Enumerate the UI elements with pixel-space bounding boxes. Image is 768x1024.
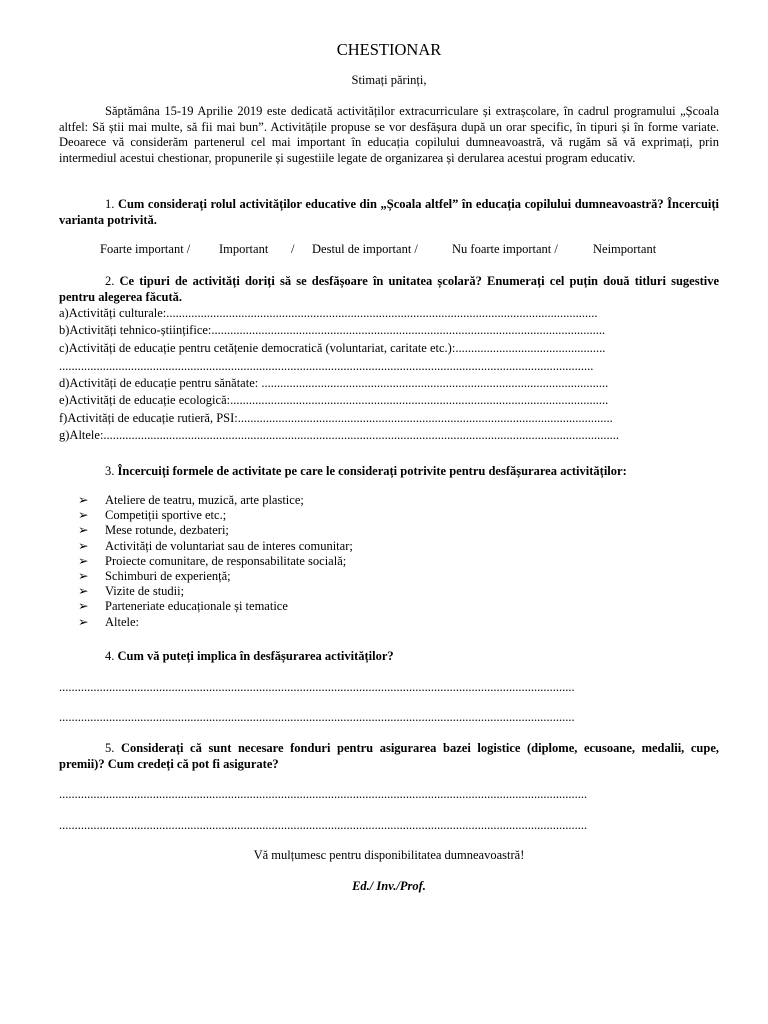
arrow-bullet-icon: ➢ <box>78 614 89 629</box>
question-1-text: Cum considerați rolul activităților educative din „Școala altfel” în educația copilului dumneavoastră? Încercuiți varianta potrivită. <box>59 197 719 227</box>
option-neimportant[interactable]: Neimportant <box>593 242 657 256</box>
question-5-text: Considerați că sunt necesare fonduri pentru asigurarea bazei logistice (diplome, ecusoane, medalii, cupe, premii)? Cum credeți că pot fi asigurate? <box>59 741 720 771</box>
list-item[interactable]: ➢ Activități de voluntariat sau de interes comunitar; <box>78 538 353 553</box>
answer-line-tehnico-stiintifice[interactable]: b)Activități tehnico-științifice:.............................................................................................................................. <box>59 323 606 337</box>
answer-line-q4-1[interactable]: ..................................................................................................................................................................... <box>59 680 575 694</box>
answer-line-cetatenie[interactable]: c)Activități de educație pentru cetățenie democratică (voluntariat, caritate etc.):................................................ <box>59 341 606 355</box>
question-5-number: 5. <box>105 741 115 755</box>
answer-line-rutiera[interactable]: f)Activități de educație rutieră, PSI:........................................................................................................................ <box>59 411 613 425</box>
question-4 <box>59 648 719 664</box>
arrow-bullet-icon: ➢ <box>78 553 89 568</box>
list-item[interactable]: ➢ Vizite de studii; <box>78 584 185 599</box>
question-1 <box>59 196 719 228</box>
arrow-bullet-icon: ➢ <box>78 584 89 599</box>
answer-line-ecologica[interactable]: e)Activități de educație ecologică:......................................................................................................................... <box>59 393 609 407</box>
question-3-text: Încercuiți formele de activitate pe care le considerați potrivite pentru desfășurarea activităților: <box>117 464 627 478</box>
question-2-number: 2. <box>105 274 115 288</box>
option-important[interactable]: Important <box>219 242 269 256</box>
question-4-text: Cum vă puteți implica în desfășurarea activităților? <box>117 649 394 663</box>
intro-paragraph: Săptămâna 15-19 Aprilie 2019 este dedicată activităților extracurriculare și extrașcolare, în cadrul programului „Școala altfel: Să știi mai multe, să fii mai bun”. Activitățile propuse se vor desfășura după un orar specific, în tipuri și în forme variate. Deoarece vă considerăm partenerul cel mai important în educația copilului dumneavoastră, vă rugăm să vă exprimați, prin intermediul acestui chestionar, propunerile și sugestiile legate de organizarea și derularea acestui program educativ. <box>59 104 719 166</box>
arrow-bullet-icon: ➢ <box>78 568 89 583</box>
arrow-bullet-icon: ➢ <box>78 523 89 538</box>
question-1-number: 1. <box>105 197 115 211</box>
activity-forms-list <box>78 493 353 630</box>
list-item[interactable]: ➢ Mese rotunde, dezbateri; <box>78 523 229 538</box>
question-1-options <box>100 242 656 257</box>
arrow-bullet-icon: ➢ <box>78 508 89 523</box>
list-item[interactable]: ➢ Competiții sportive etc.; <box>78 508 227 523</box>
answer-line-q5-1[interactable]: ......................................................................................................................................................................... <box>59 787 588 801</box>
question-2 <box>59 273 719 305</box>
question-3-number: 3. <box>105 464 115 478</box>
thanks-text: Vă mulțumesc pentru disponibilitatea dumneavoastră! <box>253 848 525 862</box>
question-3 <box>59 463 719 479</box>
question-2-text: Ce tipuri de activități doriți să se desfășoare în unitatea școlară? Enumerați cel puțin două titluri sugestive pentru alegerea făcută. <box>59 274 720 304</box>
answer-line-altele[interactable]: g)Altele:..................................................................................................................................................................... <box>59 428 620 442</box>
question-5 <box>59 740 719 772</box>
list-item[interactable]: ➢ Schimburi de experiență; <box>78 568 231 583</box>
greeting: Stimați părinți, <box>351 73 427 87</box>
arrow-bullet-icon: ➢ <box>78 538 89 553</box>
answer-line-q5-2[interactable]: ......................................................................................................................................................................... <box>59 818 588 832</box>
arrow-bullet-icon: ➢ <box>78 599 89 614</box>
option-foarte-important[interactable]: Foarte important / <box>100 242 191 256</box>
answer-line-cetatenie-continued[interactable]: ........................................................................................................................................................................... <box>59 359 594 373</box>
list-item[interactable]: ➢ Ateliere de teatru, muzică, arte plastice; <box>78 493 304 507</box>
arrow-bullet-icon: ➢ <box>78 493 89 507</box>
page-title: CHESTIONAR <box>336 40 442 59</box>
option-nu-foarte-important[interactable]: Nu foarte important / <box>452 242 558 256</box>
answer-line-q4-2[interactable]: ..................................................................................................................................................................... <box>59 710 575 724</box>
signature-line: Ed./ Inv./Prof. <box>352 879 426 893</box>
option-destul-de-important[interactable]: Destul de important / <box>312 242 418 256</box>
answer-line-sanatate[interactable]: d)Activități de educație pentru sănătate: ............................................................................................................... <box>59 376 609 390</box>
option-separator: / <box>291 242 295 256</box>
list-item[interactable]: ➢ Altele: <box>78 614 140 629</box>
list-item[interactable]: ➢ Proiecte comunitare, de responsabilitate socială; <box>78 553 347 568</box>
answer-line-cultural[interactable]: a)Activități culturale:.......................................................................................................................................... <box>59 306 598 320</box>
list-item[interactable]: ➢ Parteneriate educaționale și tematice <box>78 599 288 614</box>
question-4-number: 4. <box>105 649 115 663</box>
